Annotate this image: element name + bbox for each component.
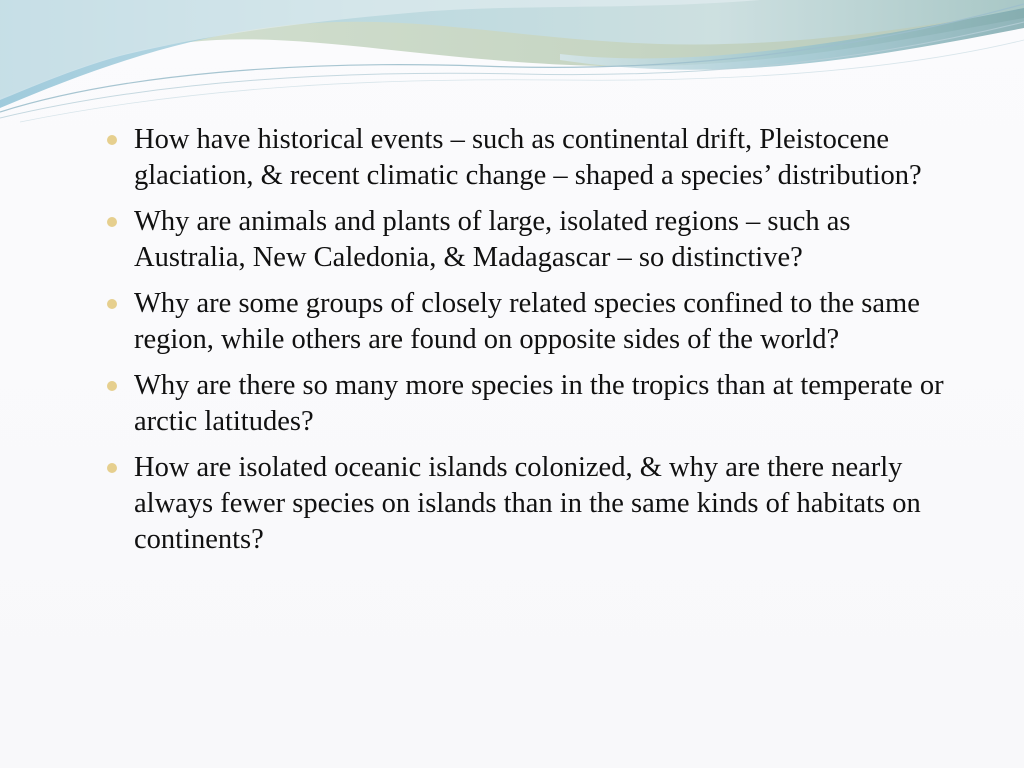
bullet-item-tropics bbox=[104, 368, 964, 440]
bullet-list bbox=[104, 122, 964, 568]
bullet-text: Why are animals and plants of large, isolated regions – such as Australia, New Caledonia, & Madagascar – so distinctive? bbox=[134, 206, 851, 273]
bullet-text: Why are there so many more species in the tropics than at temperate or arctic latitudes? bbox=[134, 370, 944, 437]
bullet-dot-icon bbox=[107, 299, 117, 309]
bullet-item-isolated-regions bbox=[104, 204, 964, 276]
bullet-item-historical-events bbox=[104, 122, 964, 194]
bullet-text: Why are some groups of closely related species confined to the same region, while others are found on opposite sides of the world? bbox=[134, 288, 920, 355]
bullet-item-oceanic-islands bbox=[104, 450, 964, 558]
bullet-dot-icon bbox=[107, 135, 117, 145]
bullet-text: How are isolated oceanic islands colonized, & why are there nearly always fewer species on islands than in the same kinds of habitats on continents? bbox=[134, 452, 921, 555]
bullet-dot-icon bbox=[107, 381, 117, 391]
bullet-item-related-species bbox=[104, 286, 964, 358]
bullet-text: How have historical events – such as continental drift, Pleistocene glaciation, & recent climatic change – shaped a species’ distribution? bbox=[134, 124, 922, 191]
bullet-dot-icon bbox=[107, 217, 117, 227]
wave-header-decoration bbox=[0, 0, 1024, 130]
bullet-dot-icon bbox=[107, 463, 117, 473]
